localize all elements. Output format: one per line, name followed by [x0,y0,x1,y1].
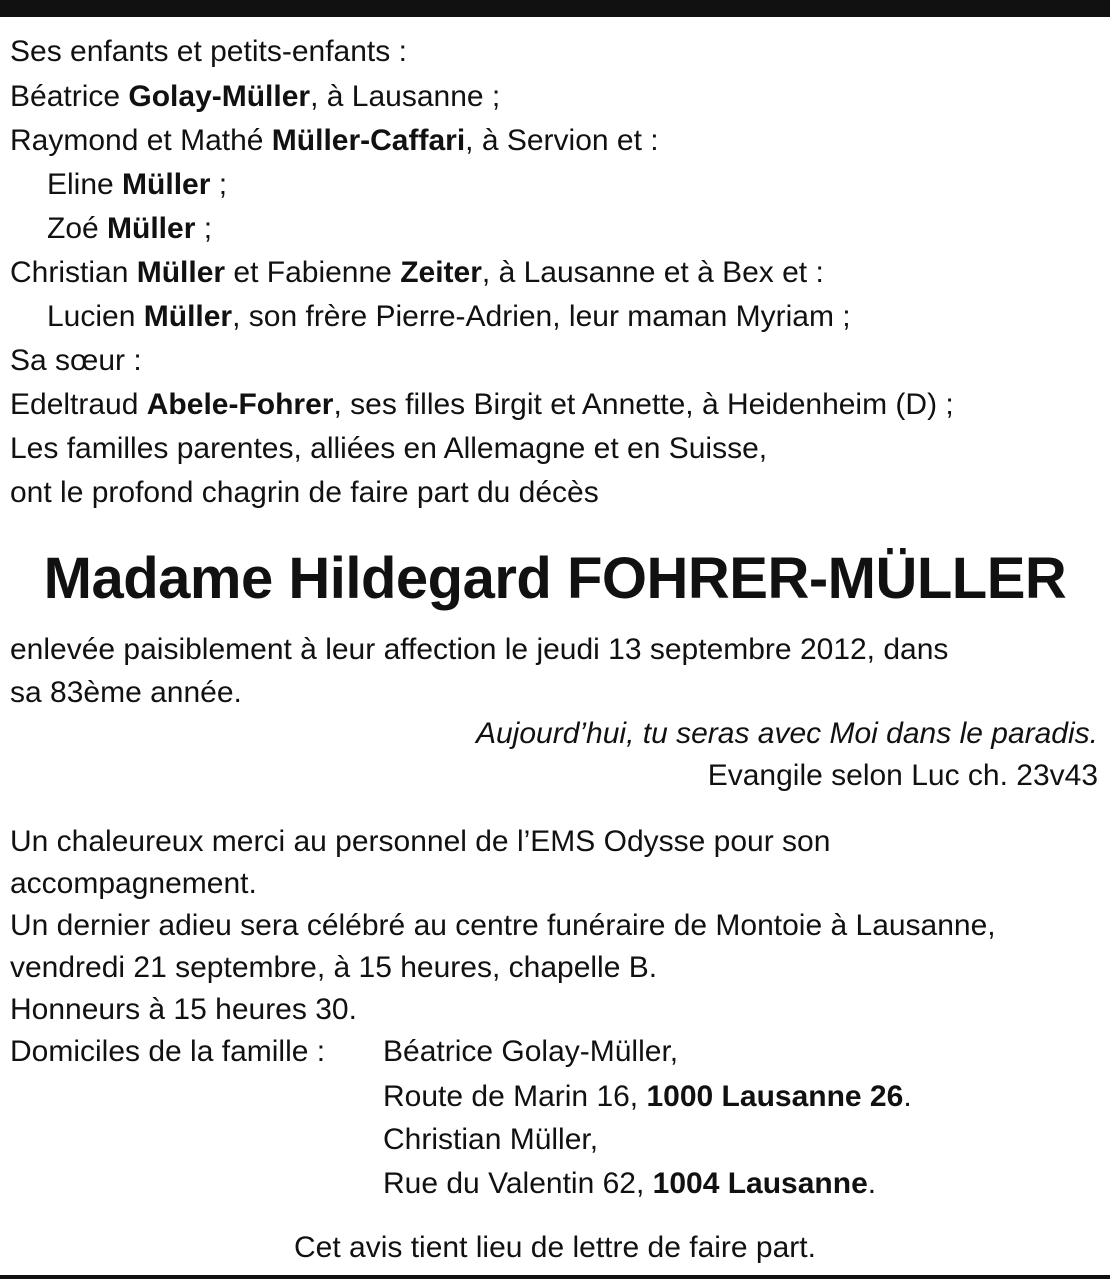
domicile-address: Rue du Valentin 62, 1004 Lausanne. [383,1167,877,1200]
death-text: enlevée paisiblement à leur affection le jeudi 13 septembre 2012, dans [10,633,949,666]
verse-reference: Evangile selon Luc ch. 23v43 [707,759,1098,792]
domicile-address: Route de Marin 16, 1000 Lausanne 26. [383,1080,912,1113]
family-intro: Ses enfants et petits-enfants : [10,35,407,68]
family-line: Sa sœur : [10,344,142,377]
verse-text: Aujourd’hui, tu seras avec Moi dans le paradis. [475,717,1098,750]
bottom-rule [0,1275,1110,1279]
family-line: Raymond et Mathé Müller-Caffari, à Servion et : [10,124,659,157]
thanks-text: accompagnement. [10,867,257,900]
top-rule [0,0,1110,17]
ceremony-text: Un dernier adieu sera célébré au centre funéraire de Montoie à Lausanne, [10,909,996,942]
domicile-name: Béatrice Golay-Müller, [383,1035,679,1068]
domicile-name: Christian Müller, [383,1123,599,1156]
thanks-text: Un chaleureux merci au personnel de l’EMS Odysse pour son [10,825,831,858]
family-line: Christian Müller et Fabienne Zeiter, à Lausanne et à Bex et : [10,256,824,289]
family-line: Eline Müller ; [47,168,228,201]
notice-text: Cet avis tient lieu de lettre de faire part. [294,1231,816,1264]
family-line: Edeltraud Abele-Fohrer, ses filles Birgit et Annette, à Heidenheim (D) ; [10,388,954,421]
ceremony-text: Honneurs à 15 heures 30. [10,993,357,1026]
family-line: Les familles parentes, alliées en Allemagne et en Suisse, [10,432,768,465]
domiciles-label: Domiciles de la famille : [10,1035,326,1068]
family-line: Zoé Müller ; [47,212,213,245]
family-line: Béatrice Golay-Müller, à Lausanne ; [10,80,501,113]
death-text: sa 83ème année. [10,676,242,709]
deceased-name: Madame Hildegard FOHRER-MÜLLER [43,546,1067,611]
ceremony-text: vendredi 21 septembre, à 15 heures, chapelle B. [10,951,658,984]
family-line: Lucien Müller, son frère Pierre-Adrien, leur maman Myriam ; [47,300,851,333]
family-line: ont le profond chagrin de faire part du décès [10,476,599,509]
